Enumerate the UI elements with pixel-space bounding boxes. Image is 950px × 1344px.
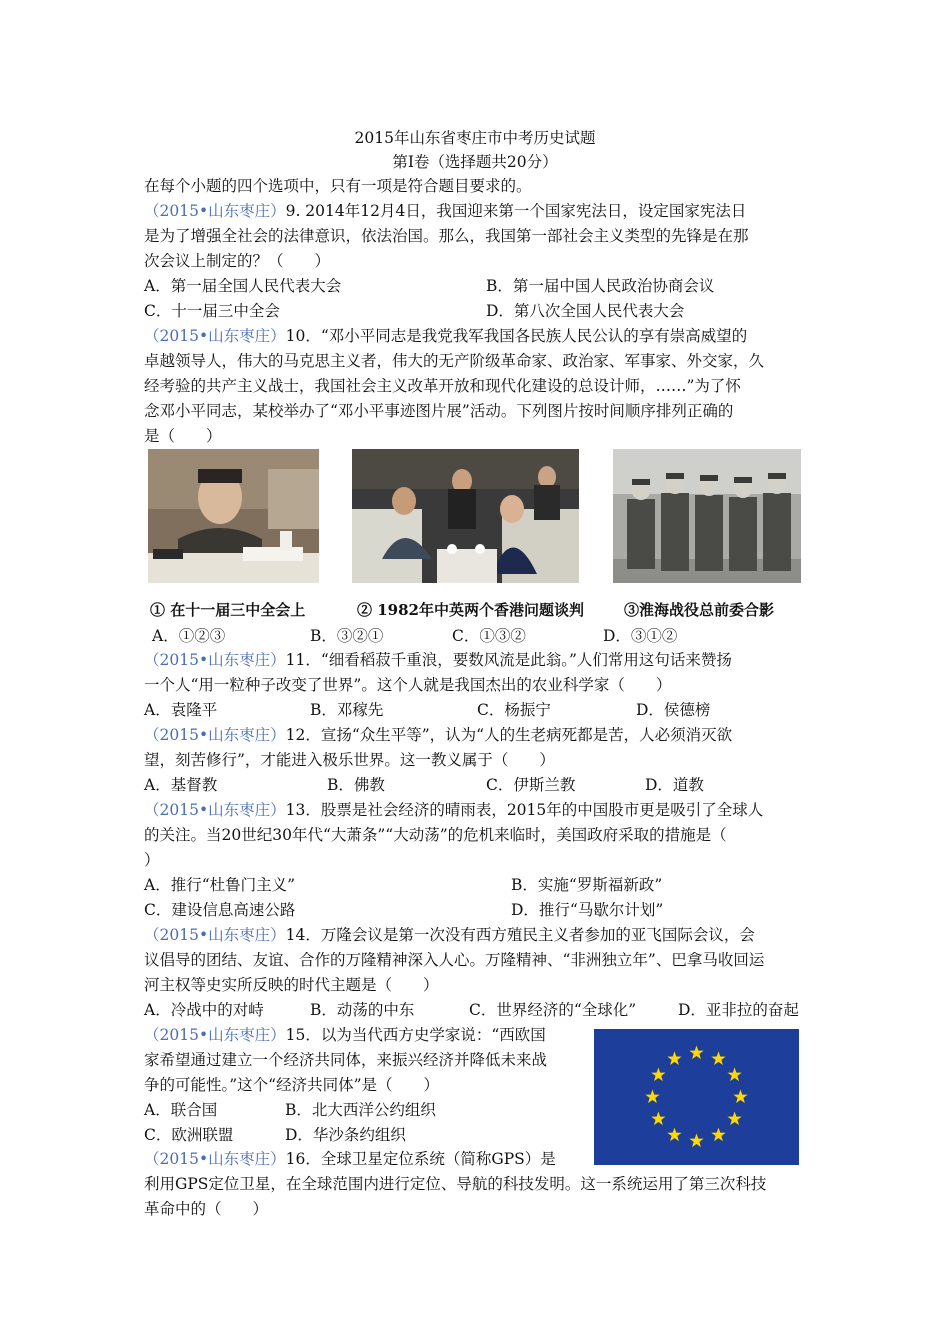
- q14-line-2: 议倡导的团结、友谊、合作的万隆精神深入人心。万隆精神、“非洲独立年”、巴拿马收回运: [144, 951, 765, 969]
- q13-option-b: B．实施“罗斯福新政”: [511, 876, 663, 894]
- q10-option-c: C．①③②: [452, 627, 526, 645]
- q15-line-3: 争的可能性。”这个“经济共同体”是（ ）: [144, 1076, 440, 1094]
- q11-line-2: 一个人“用一粒种子改变了世界”。这个人就是我国杰出的农业科学家（ ）: [144, 676, 672, 694]
- q9-option-c: C．十一届三中全会: [144, 302, 280, 320]
- q12-line-1: （2015•山东枣庄）12．宣扬“众生平等”，认为“人的生老病死都是苦，人必须消灭欲: [144, 726, 733, 744]
- q10-line-3: 经考验的共产主义战士，我国社会主义改革开放和现代化建设的总设计师，……”为了怀: [144, 377, 741, 395]
- q11-option-c: C．杨振宁: [477, 701, 551, 719]
- q10-option-a: A．①②③: [152, 627, 226, 645]
- q14-option-a: A．冷战中的对峙: [144, 1001, 264, 1019]
- instruction-text: 在每个小题的四个选项中，只有一项是符合题目要求的。: [144, 177, 532, 195]
- source-tag: （2015•山东枣庄）: [144, 327, 286, 345]
- q16-line-3: 革命中的（ ）: [144, 1200, 269, 1218]
- source-tag: （2015•山东枣庄）: [144, 1026, 286, 1044]
- source-tag: （2015•山东枣庄）: [144, 926, 286, 944]
- q15-option-c: C．欧洲联盟: [144, 1126, 234, 1144]
- q9-option-a: A．第一届全国人民代表大会: [144, 277, 342, 295]
- q15-line-1: （2015•山东枣庄）15．以为当代西方史学家说：“西欧国: [144, 1026, 546, 1044]
- q10-caption-1: ① 在十一届三中全会上: [150, 601, 306, 619]
- q10-line-4: 念邓小平同志，某校举办了“邓小平事迹图片展”活动。下列图片按时间顺序排列正确的: [144, 402, 734, 420]
- photo-third-plenum: [148, 449, 319, 583]
- q14-option-b: B．动荡的中东: [310, 1001, 415, 1019]
- source-tag: （2015•山东枣庄）: [144, 651, 286, 669]
- q10-option-d: D．③①②: [603, 627, 678, 645]
- q11-line-1: （2015•山东枣庄）11．“细看稻菽千重浪，要数风流是此翁。”人们常用这句话来赞扬: [144, 651, 732, 669]
- photo-hk-talks: [352, 449, 579, 583]
- q10-caption-2: ② 1982年中英两个香港问题谈判: [357, 601, 584, 619]
- q13-line-1: （2015•山东枣庄）13．股票是社会经济的晴雨表，2015年的中国股市更是吸引了全球人: [144, 801, 764, 819]
- q9-line-2: 是为了增强全社会的法律意识，依法治国。那么，我国第一部社会主义类型的先锋是在那: [144, 227, 749, 245]
- photo-hk-talks-image: [352, 449, 579, 583]
- q13-option-a: A．推行“杜鲁门主义”: [144, 876, 296, 894]
- q14-option-d: D．亚非拉的奋起: [678, 1001, 799, 1019]
- q10-option-b: B．③②①: [310, 627, 384, 645]
- q13-line-3: ）: [144, 851, 160, 869]
- photo-huaihai-committee: [613, 449, 801, 583]
- q16-line-2: 利用GPS定位卫星，在全球范围内进行定位、导航的科技发明。这一系统运用了第三次科技: [144, 1175, 767, 1193]
- q12-line-2: 望，刻苦修行”，才能进入极乐世界。这一教义属于（ ）: [144, 751, 555, 769]
- eu-flag-image: [594, 1029, 799, 1165]
- q10-line-1: （2015•山东枣庄）10．“邓小平同志是我党我军我国各民族人民公认的享有崇高威望的: [144, 327, 748, 345]
- q14-option-c: C．世界经济的“全球化”: [469, 1001, 637, 1019]
- page-title: 2015年山东省枣庄市中考历史试题: [354, 129, 596, 147]
- q12-option-b: B．佛教: [327, 776, 385, 794]
- q16-line-1: （2015•山东枣庄）16．全球卫星定位系统（简称GPS）是: [144, 1150, 556, 1168]
- q13-option-d: D．推行“马歇尔计划”: [511, 901, 664, 919]
- eu-flag-icon: [594, 1029, 799, 1165]
- q9-option-b: B．第一届中国人民政治协商会议: [486, 277, 715, 295]
- q14-line-1: （2015•山东枣庄）14．万隆会议是第一次没有西方殖民主义者参加的亚飞国际会议，会: [144, 926, 755, 944]
- photo-third-plenum-image: [148, 449, 319, 583]
- q9-line-1: （2015•山东枣庄）9. 2014年12月4日，我国迎来第一个国家宪法日，设定国家宪法日: [144, 202, 747, 220]
- q15-option-a: A．联合国: [144, 1101, 218, 1119]
- q11-option-b: B．邓稼先: [310, 701, 384, 719]
- q9-line-3: 次会议上制定的？（ ）: [144, 252, 331, 270]
- photo-huaihai-committee-image: [613, 449, 801, 583]
- q15-line-2: 家希望通过建立一个经济共同体，来振兴经济并降低未来战: [144, 1051, 548, 1069]
- q11-option-a: A．袁隆平: [144, 701, 218, 719]
- q10-line-2: 卓越领导人，伟大的马克思主义者，伟大的无产阶级革命家、政治家、军事家、外交家，久: [144, 352, 765, 370]
- q12-option-c: C．伊斯兰教: [486, 776, 576, 794]
- q10-line-5: 是（ ）: [144, 427, 222, 445]
- q9-option-d: D．第八次全国人民代表大会: [486, 302, 685, 320]
- source-tag: （2015•山东枣庄）: [144, 801, 286, 819]
- q11-option-d: D．侯德榜: [636, 701, 711, 719]
- source-tag: （2015•山东枣庄）: [144, 202, 286, 220]
- q13-line-2: 的关注。当20世纪30年代“大萧条”“大动荡”的危机来临时，美国政府采取的措施是（: [144, 826, 727, 844]
- q14-line-3: 河主权等史实所反映的时代主题是（ ）: [144, 976, 439, 994]
- q13-option-c: C．建设信息高速公路: [144, 901, 296, 919]
- q12-option-a: A．基督教: [144, 776, 218, 794]
- section-subtitle: 第Ⅰ卷（选择题共20分）: [392, 153, 558, 171]
- source-tag: （2015•山东枣庄）: [144, 726, 286, 744]
- q10-caption-3: ③淮海战役总前委合影: [624, 601, 775, 619]
- q15-option-d: D．华沙条约组织: [285, 1126, 406, 1144]
- q15-option-b: B．北大西洋公约组织: [285, 1101, 436, 1119]
- q12-option-d: D．道教: [645, 776, 704, 794]
- source-tag: （2015•山东枣庄）: [144, 1150, 286, 1168]
